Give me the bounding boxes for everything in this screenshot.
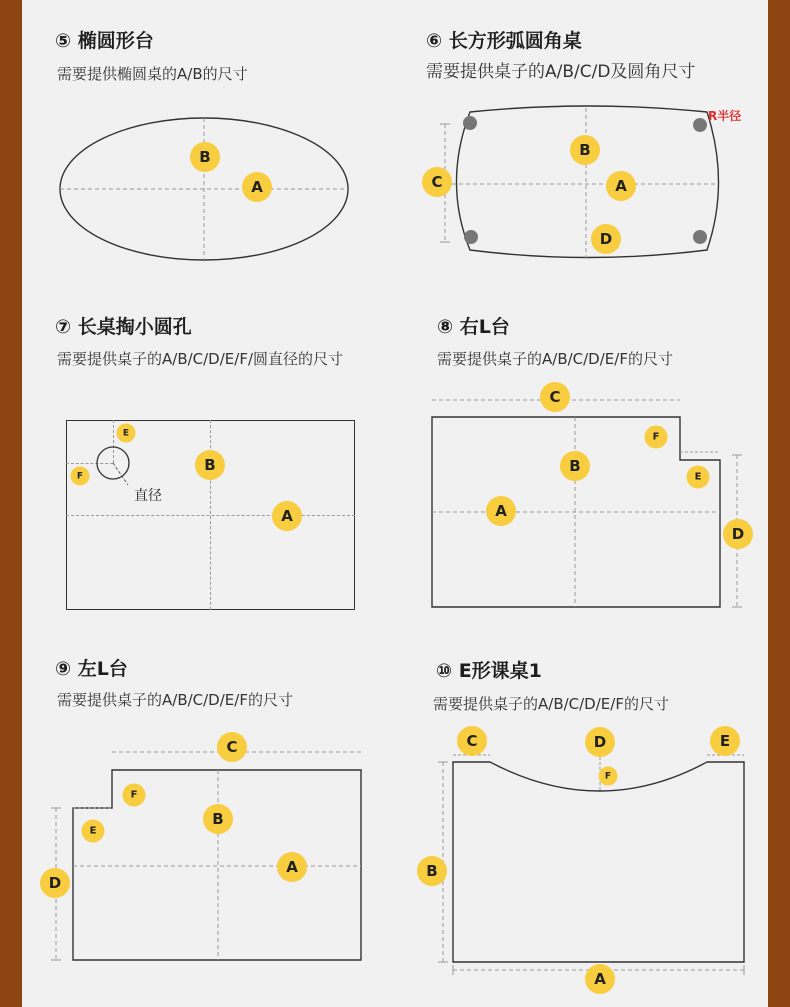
hole-badge-a: A (272, 501, 302, 531)
e-desk-badge-f: F (599, 767, 618, 786)
section-8-subtitle: 需要提供桌子的A/B/C/D/E/F的尺寸 (437, 350, 673, 368)
section-7-subtitle: 需要提供桌子的A/B/C/D/E/F/圆直径的尺寸 (57, 350, 344, 368)
left-l-badge-f: F (123, 784, 146, 807)
right-l-badge-d: D (723, 519, 753, 549)
section-8-title: ⑧ 右L台 (437, 316, 510, 338)
right-l-badge-a: A (486, 496, 516, 526)
section-7-title: ⑦ 长桌掏小圆孔 (55, 316, 192, 338)
section-5-subtitle: 需要提供椭圆桌的A/B的尺寸 (57, 65, 248, 83)
ellipse-badge-b: B (190, 142, 220, 172)
left-l-badge-a: A (277, 852, 307, 882)
left-l-badge-e: E (82, 820, 105, 843)
right-l-badge-b: B (560, 451, 590, 481)
hole-badge-f: F (71, 467, 90, 486)
right-l-badge-e: E (687, 466, 710, 489)
ellipse-badge-a: A (242, 172, 272, 202)
rounded-badge-c: C (422, 167, 452, 197)
section-10-title: ⑩ E形课桌1 (436, 660, 542, 682)
section-5-title: ⑤ 椭圆形台 (55, 30, 154, 52)
rounded-badge-b: B (570, 135, 600, 165)
e-desk-badge-e: E (710, 726, 740, 756)
right-l-badge-f: F (645, 426, 668, 449)
section-9-subtitle: 需要提供桌子的A/B/C/D/E/F的尺寸 (57, 691, 293, 709)
section-6-title: ⑥ 长方形弧圆角桌 (426, 30, 582, 52)
e-desk-badge-c: C (457, 726, 487, 756)
left-l-badge-b: B (203, 804, 233, 834)
section-6-subtitle: 需要提供桌子的A/B/C/D及圆角尺寸 (426, 62, 696, 82)
rounded-badge-a: A (606, 171, 636, 201)
radius-label: R半径 (708, 109, 742, 123)
e-desk-badge-a: A (585, 964, 615, 994)
e-desk-badge-b: B (417, 856, 447, 886)
e-desk-badge-d: D (585, 727, 615, 757)
left-l-badge-c: C (217, 732, 247, 762)
hole-badge-e: E (117, 424, 136, 443)
left-l-badge-d: D (40, 868, 70, 898)
hole-diameter-label: 直径 (134, 488, 162, 504)
right-l-badge-c: C (540, 382, 570, 412)
section-10-subtitle: 需要提供桌子的A/B/C/D/E/F的尺寸 (433, 695, 669, 713)
rounded-badge-d: D (591, 224, 621, 254)
section-9-title: ⑨ 左L台 (55, 658, 128, 680)
hole-badge-b: B (195, 450, 225, 480)
e-desk-outline (453, 762, 744, 962)
